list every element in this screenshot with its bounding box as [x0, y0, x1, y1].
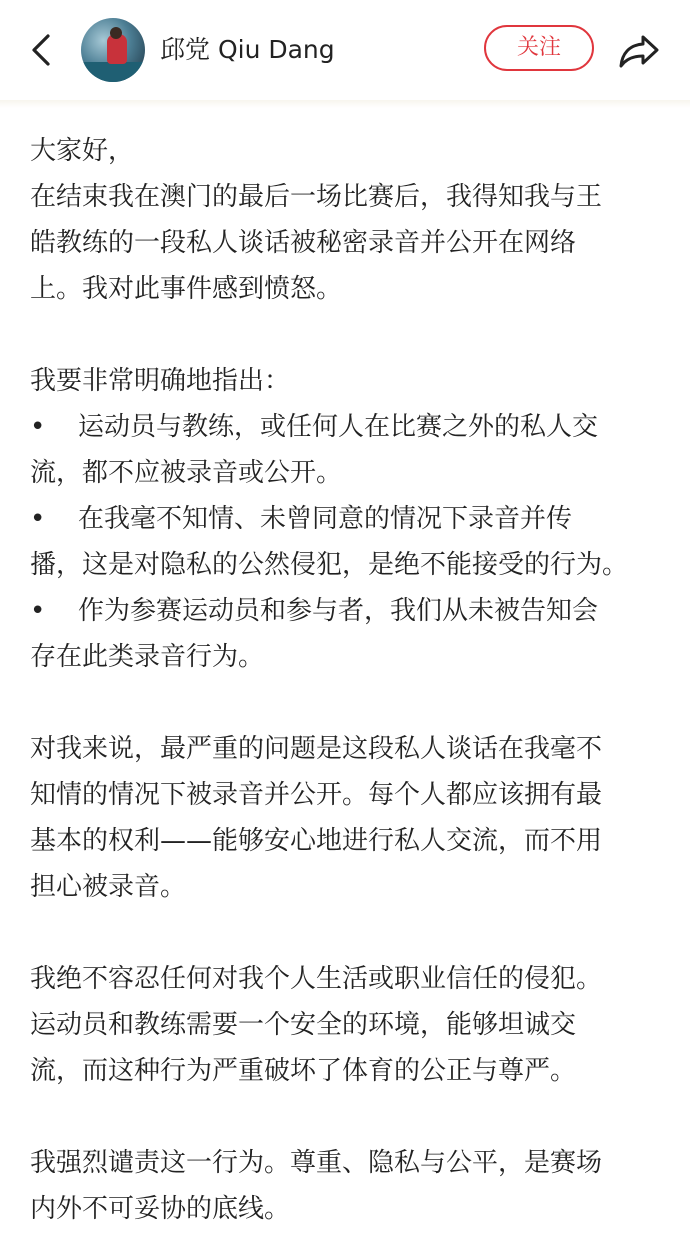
bullet-item [30, 496, 670, 588]
paragraph-trust [30, 956, 670, 1094]
bullet-item [30, 404, 670, 496]
paragraph-line: 内外不可妥协的底线。 [30, 1194, 291, 1224]
intro-line: 在结束我在澳门的最后一场比赛后，我得知我与王 [30, 182, 603, 212]
bullet-item [30, 588, 670, 680]
greeting-text: 大家好， [30, 136, 135, 166]
paragraph-line: 运动员和教练需要一个安全的环境，能够坦诚交 [30, 1010, 577, 1040]
avatar-player-head [110, 27, 122, 39]
top-bar [0, 0, 690, 100]
paragraph-line: 基本的权利——能够安心地进行私人交流，而不用 [30, 826, 603, 856]
avatar[interactable] [81, 18, 145, 82]
header-divider [0, 100, 690, 108]
paragraph-line: 流，而这种行为严重破坏了体育的公正与尊严。 [30, 1056, 577, 1086]
avatar-table-image [81, 62, 145, 82]
post-body [30, 128, 670, 1232]
paragraph-line: 我强烈谴责这一行为。尊重、隐私与公平，是赛场 [30, 1148, 603, 1178]
paragraph-privacy [30, 726, 670, 910]
intro-line: 上。我对此事件感到愤怒。 [30, 274, 343, 304]
bullet-text: 运动员与教练，或任何人在比赛之外的私人交 [78, 412, 599, 442]
paragraph-line: 我绝不容忍任何对我个人生活或职业信任的侵犯。 [30, 964, 603, 994]
paragraph-line: 对我来说，最严重的问题是这段私人谈话在我毫不 [30, 734, 603, 764]
paragraph-condemn [30, 1140, 670, 1232]
bullet-text: 播，这是对隐私的公然侵犯，是绝不能接受的行为。 [30, 550, 629, 580]
bullet-text: 在我毫不知情、未曾同意的情况下录音并传 [78, 504, 573, 534]
share-arrow-icon [616, 28, 662, 72]
points-intro-text: 我要非常明确地指出： [30, 366, 291, 396]
chevron-left-icon [24, 28, 64, 72]
paragraph-intro [30, 128, 670, 312]
username[interactable]: 邱党 Qiu Dang [160, 35, 335, 64]
bullet-text: 流，都不应被录音或公开。 [30, 458, 343, 488]
bullet-dot-icon: • [30, 596, 46, 626]
share-button[interactable] [616, 28, 662, 72]
paragraph-line: 知情的情况下被录音并公开。每个人都应该拥有最 [30, 780, 603, 810]
back-button[interactable] [24, 28, 64, 72]
paragraph-points [30, 358, 670, 680]
bullet-text: 作为参赛运动员和参与者，我们从未被告知会 [78, 596, 599, 626]
intro-line: 皓教练的一段私人谈话被秘密录音并公开在网络 [30, 228, 577, 258]
paragraph-line: 担心被录音。 [30, 872, 187, 902]
bullet-dot-icon: • [30, 412, 46, 442]
bullet-text: 存在此类录音行为。 [30, 642, 265, 672]
bullet-dot-icon: • [30, 504, 46, 534]
follow-button[interactable]: 关注 [484, 25, 594, 71]
